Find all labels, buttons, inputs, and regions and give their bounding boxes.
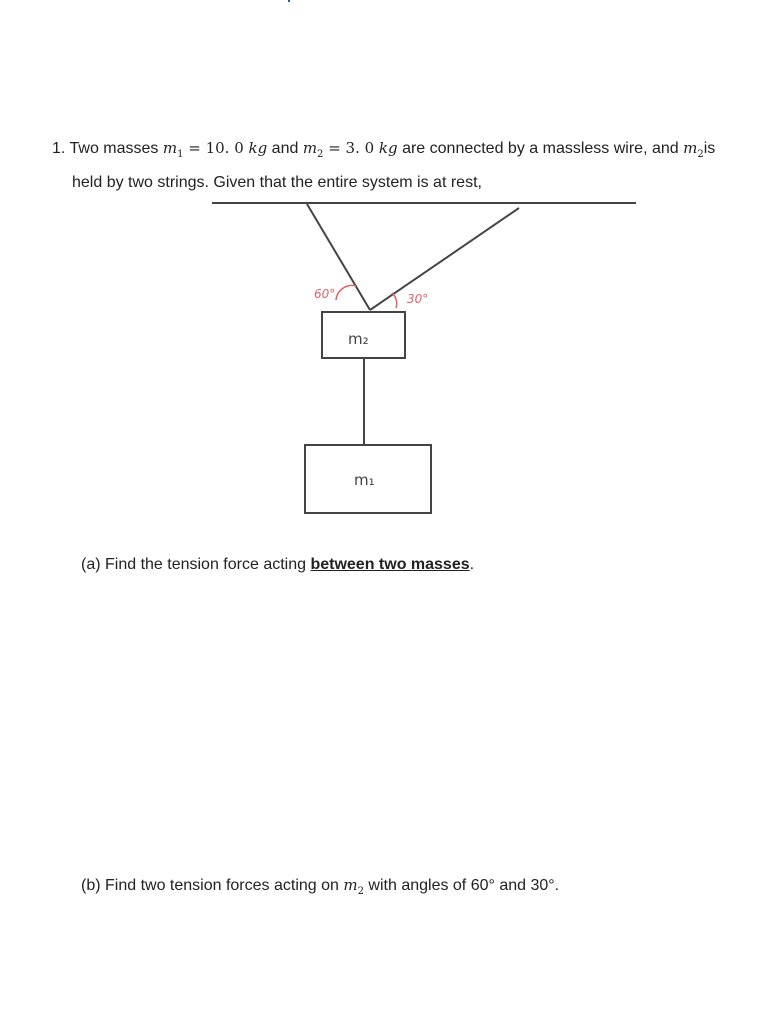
question-b-m2 — [343, 876, 364, 897]
m2-ref-symbol: m — [683, 139, 698, 157]
text-segment: are connected by a massless wire, and — [397, 140, 684, 157]
question-b-text: (b) Find two tension forces acting on — [81, 877, 344, 894]
m2-unit: kg — [378, 139, 398, 157]
question-b — [81, 876, 559, 895]
question-a-emphasis: between two masses — [310, 556, 470, 573]
question-b-m-symbol: m — [343, 876, 358, 894]
angle-label-left: 60° — [314, 287, 336, 301]
m1-unit: kg — [248, 139, 268, 157]
m2-ref-subscript: 2 — [697, 149, 704, 160]
m1-value: = 10. 0 — [183, 139, 249, 157]
m2-subscript: 2 — [317, 149, 324, 160]
question-a-text: (a) Find the tension force acting — [81, 556, 311, 573]
m1-subscript: 1 — [177, 149, 184, 160]
question-b-end: with angles of 60° and 30°. — [363, 877, 560, 894]
upper-block-label: m₂ — [348, 330, 369, 348]
text-segment: and — [267, 140, 303, 157]
m2-value: = 3. 0 — [323, 139, 379, 157]
stray-dot — [288, 0, 290, 2]
m2-symbol: m — [302, 139, 318, 157]
m1-symbol: m — [162, 139, 178, 157]
problem-number: 1. — [52, 140, 66, 157]
angle-arc-left — [336, 285, 356, 300]
m2-reference — [683, 139, 704, 160]
question-b-m-subscript: 2 — [357, 886, 364, 897]
lower-block-label: m₁ — [354, 471, 375, 489]
m1-expression — [162, 139, 268, 160]
m2-expression — [302, 139, 398, 160]
problem-line-2: held by two strings. Given that the entire system is at rest, — [72, 174, 482, 191]
problem-statement — [52, 132, 767, 199]
text-segment: is — [703, 140, 716, 157]
problem-line-1 — [52, 132, 767, 167]
right-string — [370, 208, 519, 310]
angle-label-right: 30° — [407, 292, 429, 306]
physics-diagram — [0, 190, 783, 530]
text-segment: Two masses — [69, 140, 163, 157]
question-a — [81, 556, 474, 574]
question-a-end: . — [469, 556, 475, 573]
